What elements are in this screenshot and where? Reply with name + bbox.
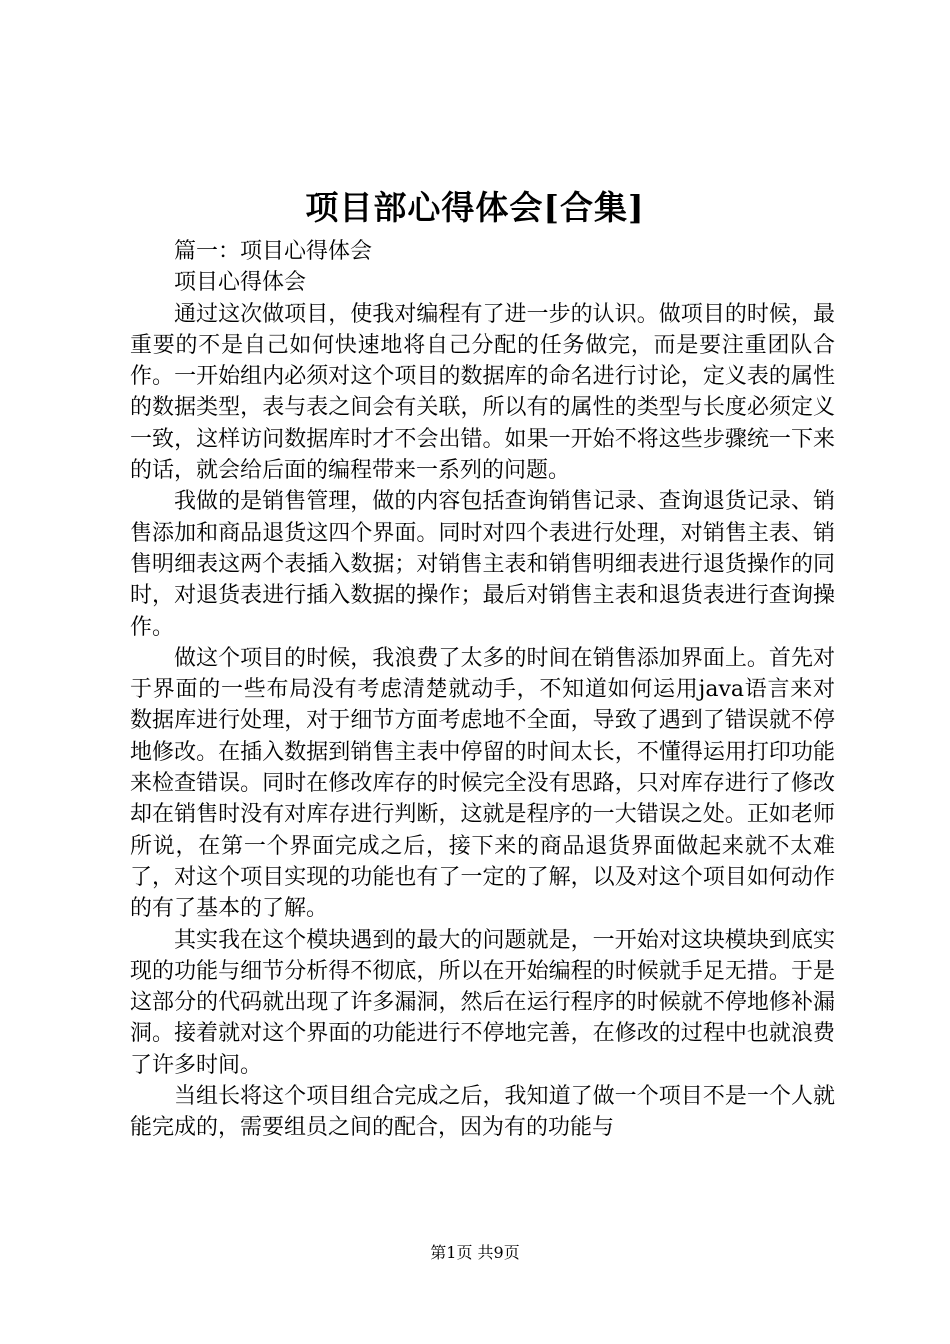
body-paragraph: 通过这次做项目，使我对编程有了进一步的认识。做项目的时候，最重要的不是自己如何快速地将自己分配的任务做完，而是要注重团队合作。一开始组内必须对这个项目的数据库的命名进行讨论，定义表的属性的数据类型，表与表之间会有关联，所以有的属性的类型与长度必须定义一致，这样访问数据库时才不会出错。如果一开始不将这些步骤统一下来的话，就会给后面的编程带来一系列的问题。: [130, 301, 835, 484]
body-paragraph: 当组长将这个项目组合完成之后，我知道了做一个项目不是一个人就能完成的，需要组员之间的配合，因为有的功能与: [130, 1084, 835, 1141]
section-heading: 篇一：项目心得体会: [174, 239, 373, 264]
body-paragraph: 我做的是销售管理，做的内容包括查询销售记录、查询退货记录、销售添加和商品退货这四个界面。同时对四个表进行处理，对销售主表、销售明细表这两个表插入数据；对销售主表和销售明细表进行退货操作的同时，对退货表进行插入数据的操作；最后对销售主表和退货表进行查询操作。: [130, 489, 835, 640]
body-paragraph: 其实我在这个模块遇到的最大的问题就是，一开始对这块模块到底实现的功能与细节分析得不彻底，所以在开始编程的时候就手足无措。于是这部分的代码就出现了许多漏洞，然后在运行程序的时候就不停地修补漏洞。接着就对这个界面的功能进行不停地完善，在修改的过程中也就浪费了许多时间。: [130, 927, 835, 1078]
body-paragraph: 做这个项目的时候，我浪费了太多的时间在销售添加界面上。首先对于界面的一些布局没有考虑清楚就动手，不知道如何运用java语言来对数据库进行处理，对于细节方面考虑地不全面，导致了遇到了错误就不停地修改。在插入数据到销售主表中停留的时间太长，不懂得运用打印功能来检查错误。同时在修改库存的时候完全没有思路，只对库存进行了修改却在销售时没有对库存进行判断，这就是程序的一大错误之处。正如老师所说，在第一个界面完成之后，接下来的商品退货界面做起来就不太难了，对这个项目实现的功能也有了一定的了解，以及对这个项目如何动作的有了基本的了解。: [130, 645, 835, 922]
subsection-heading: 项目心得体会: [174, 270, 307, 296]
page-footer: 第1页 共9页: [430, 1243, 520, 1262]
document-title: 项目部心得体会[合集]: [305, 188, 645, 227]
document-body: [130, 236, 835, 1144]
